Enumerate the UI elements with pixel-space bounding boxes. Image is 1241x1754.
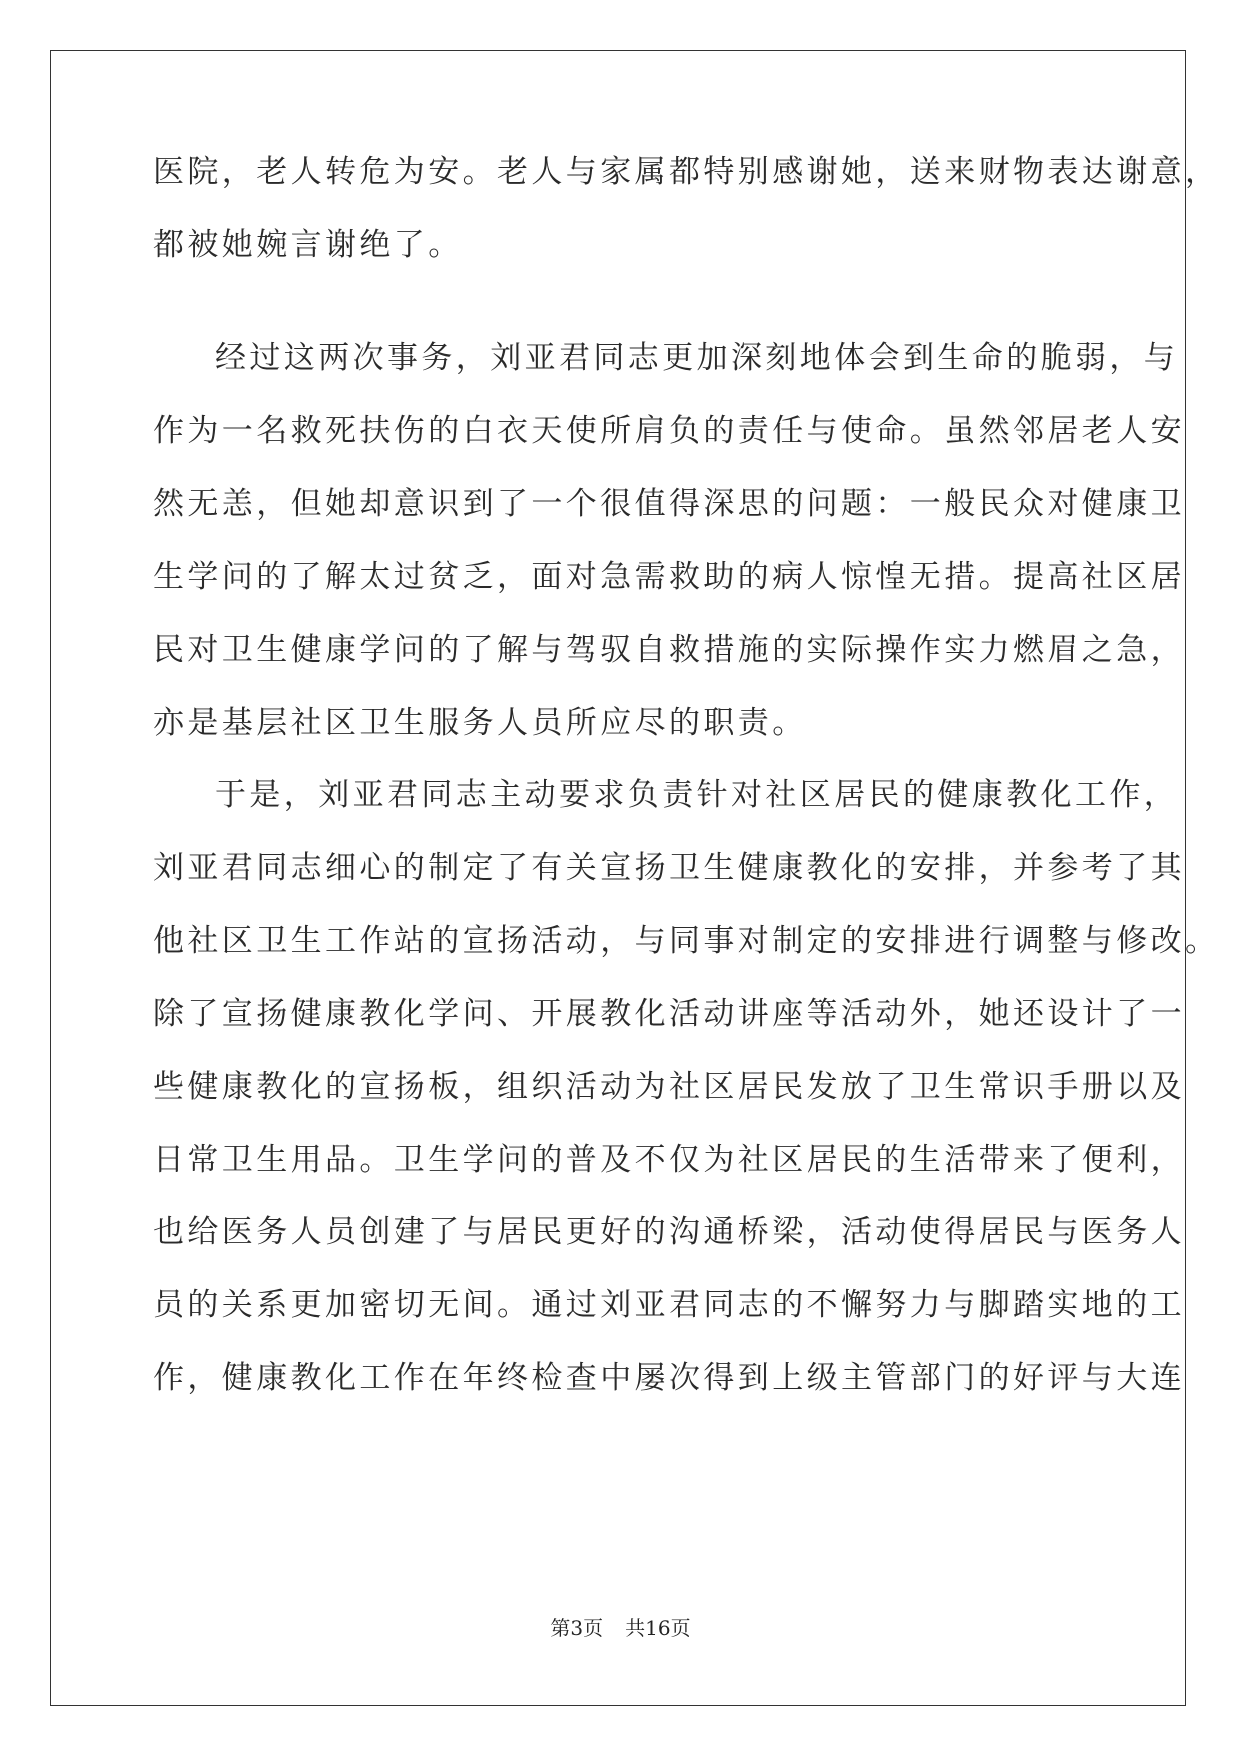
text-line: 除了宣扬健康教化学问、开展教化活动讲座等活动外，她还设计了一 bbox=[153, 996, 1185, 1032]
text-line: 刘亚君同志细心的制定了有关宣扬卫生健康教化的安排，并参考了其 bbox=[153, 850, 1185, 886]
text-line: 亦是基层社区卫生服务人员所应尽的职责。 bbox=[153, 705, 807, 741]
text-line: 民对卫生健康学问的了解与驾驭自救措施的实际操作实力燃眉之急， bbox=[153, 632, 1185, 668]
text-line: 医院，老人转危为安。老人与家属都特别感谢她，送来财物表达谢意， bbox=[153, 154, 1220, 190]
page-total: 共16页 bbox=[625, 1616, 691, 1640]
text-line: 他社区卫生工作站的宣扬活动，与同事对制定的安排进行调整与修改。 bbox=[153, 923, 1220, 959]
page-number: 第3页 bbox=[550, 1616, 604, 1640]
paragraph-start-line: 经过这两次事务，刘亚君同志更加深刻地体会到生命的脆弱，与 bbox=[215, 340, 1179, 376]
paragraph-start-line: 于是，刘亚君同志主动要求负责针对社区居民的健康教化工作， bbox=[215, 777, 1179, 813]
text-line: 作，健康教化工作在年终检查中屡次得到上级主管部门的好评与大连 bbox=[153, 1360, 1185, 1396]
page-footer bbox=[0, 1612, 1241, 1641]
text-line: 然无恙，但她却意识到了一个很值得深思的问题：一般民众对健康卫 bbox=[153, 486, 1185, 522]
text-line: 作为一名救死扶伤的白衣天使所肩负的责任与使命。虽然邻居老人安 bbox=[153, 413, 1185, 449]
text-line: 都被她婉言谢绝了。 bbox=[153, 227, 463, 263]
text-line: 员的关系更加密切无间。通过刘亚君同志的不懈努力与脚踏实地的工 bbox=[153, 1287, 1185, 1323]
text-line: 日常卫生用品。卫生学问的普及不仅为社区居民的生活带来了便利， bbox=[153, 1142, 1185, 1178]
text-line: 些健康教化的宣扬板，组织活动为社区居民发放了卫生常识手册以及 bbox=[153, 1069, 1185, 1105]
text-line: 也给医务人员创建了与居民更好的沟通桥梁，活动使得居民与医务人 bbox=[153, 1214, 1185, 1250]
text-line: 生学问的了解太过贫乏，面对急需救助的病人惊惶无措。提高社区居 bbox=[153, 559, 1185, 595]
